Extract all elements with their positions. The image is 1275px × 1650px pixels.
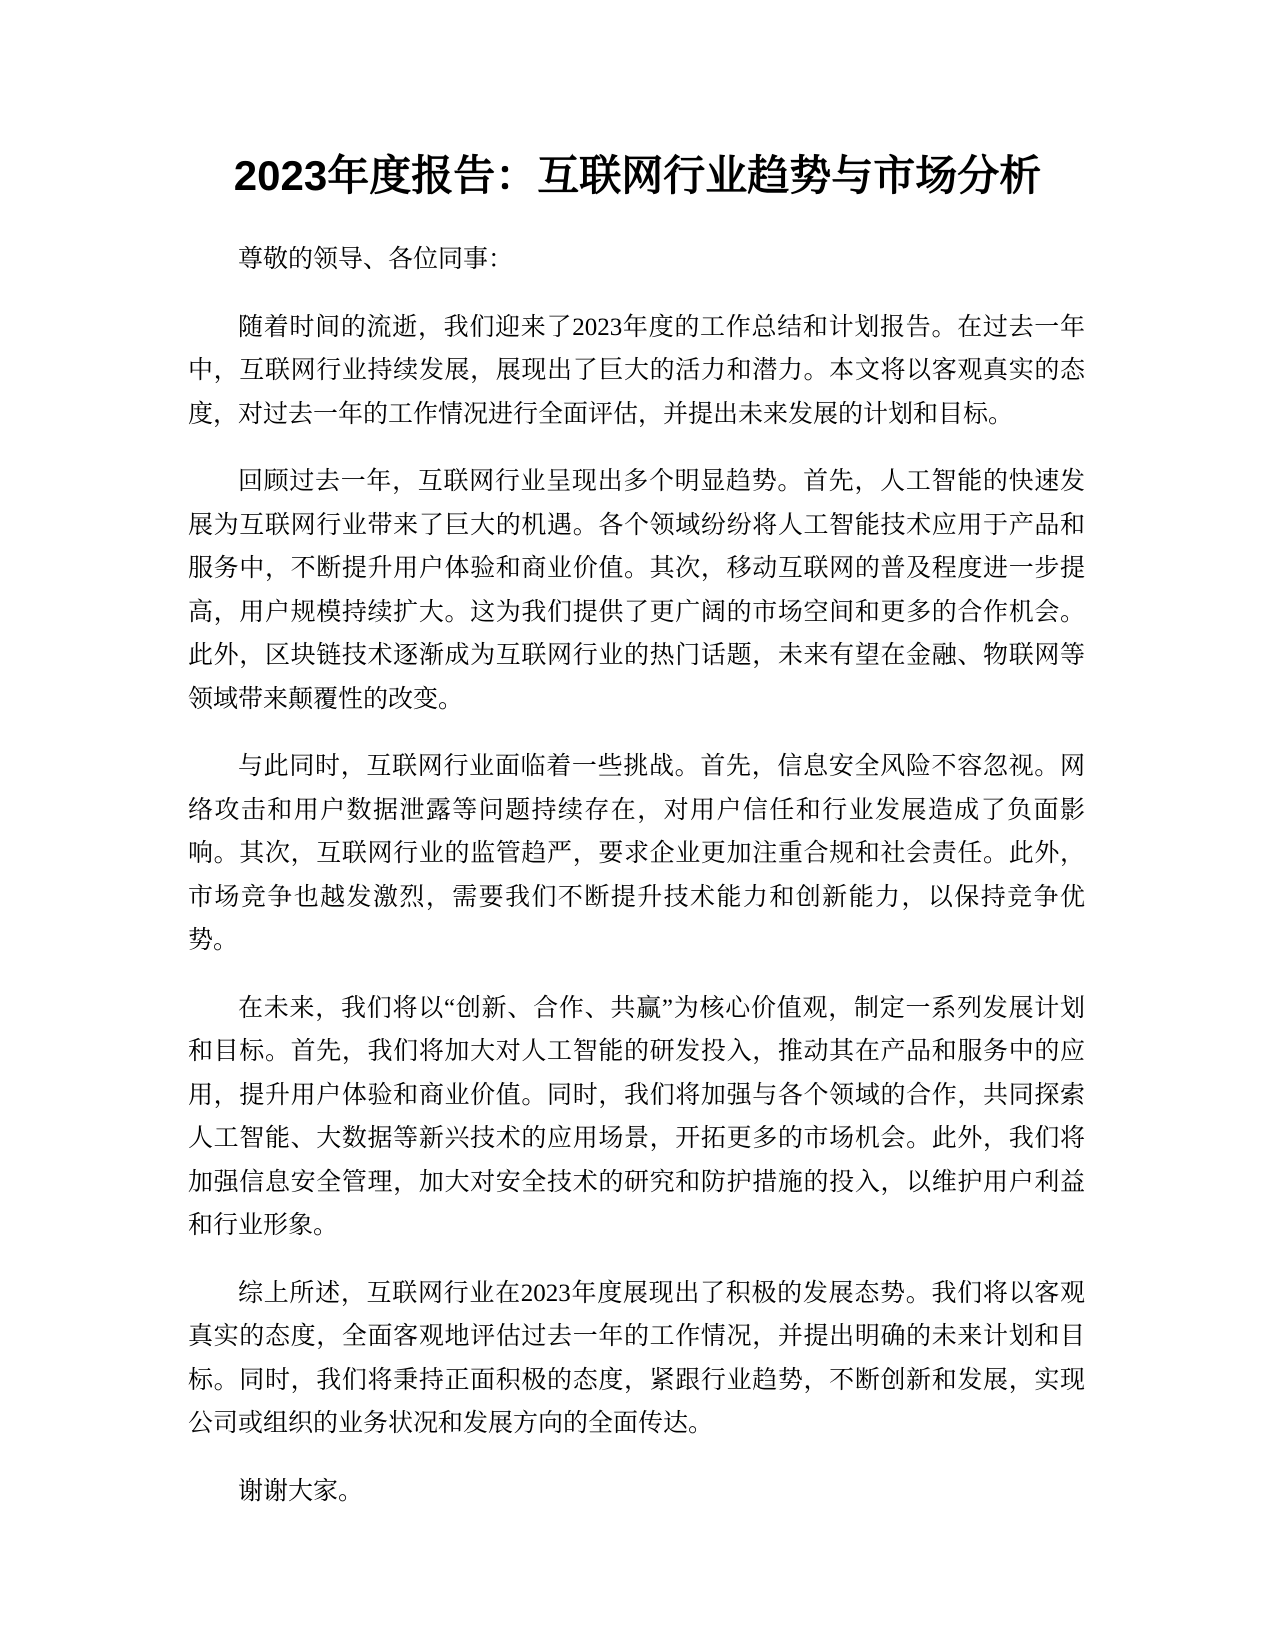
- closing-paragraph: 谢谢大家。: [238, 1477, 364, 1505]
- intro-paragraph: 随着时间的流逝，我们迎来了2023年度的工作总结和计划报告。在过去一年中，互联网行业持续发展，展现出了巨大的活力和潜力。本文将以客观真实的态度，对过去一年的工作情况进行全面评估，并提出未来发展的计划和目标。: [188, 313, 1085, 428]
- document-body: [188, 238, 1085, 1537]
- document-title: 2023年度报告：互联网行业趋势与市场分析: [233, 152, 1042, 199]
- summary-paragraph: 综上所述，互联网行业在2023年度展现出了积极的发展态势。我们将以客观真实的态度，全面客观地评估过去一年的工作情况，并提出明确的未来计划和目标。同时，我们将秉持正面积极的态度，紧跟行业趋势，不断创新和发展，实现公司或组织的业务状况和发展方向的全面传达。: [188, 1279, 1085, 1437]
- future-plans-paragraph: 在未来，我们将以“创新、合作、共赢”为核心价值观，制定一系列发展计划和目标。首先，我们将加大对人工智能的研发投入，推动其在产品和服务中的应用，提升用户体验和商业价值。同时，我们将加强与各个领域的合作，共同探索人工智能、大数据等新兴技术的应用场景，开拓更多的市场机会。此外，我们将加强信息安全管理，加大对安全技术的研究和防护措施的投入，以维护用户利益和行业形象。: [188, 994, 1085, 1239]
- trends-paragraph: 回顾过去一年，互联网行业呈现出多个明显趋势。首先，人工智能的快速发展为互联网行业带来了巨大的机遇。各个领域纷纷将人工智能技术应用于产品和服务中，不断提升用户体验和商业价值。其次，移动互联网的普及程度进一步提高，用户规模持续扩大。这为我们提供了更广阔的市场空间和更多的合作机会。此外，区块链技术逐渐成为互联网行业的热门话题，未来有望在金融、物联网等领域带来颠覆性的改变。: [188, 468, 1085, 713]
- salutation-paragraph: 尊敬的领导、各位同事：: [238, 246, 514, 273]
- challenges-paragraph: 与此同时，互联网行业面临着一些挑战。首先，信息安全风险不容忽视。网络攻击和用户数据泄露等问题持续存在，对用户信任和行业发展造成了负面影响。其次，互联网行业的监管趋严，要求企业更加注重合规和社会责任。此外，市场竞争也越发激烈，需要我们不断提升技术能力和创新能力，以保持竞争优势。: [188, 753, 1085, 954]
